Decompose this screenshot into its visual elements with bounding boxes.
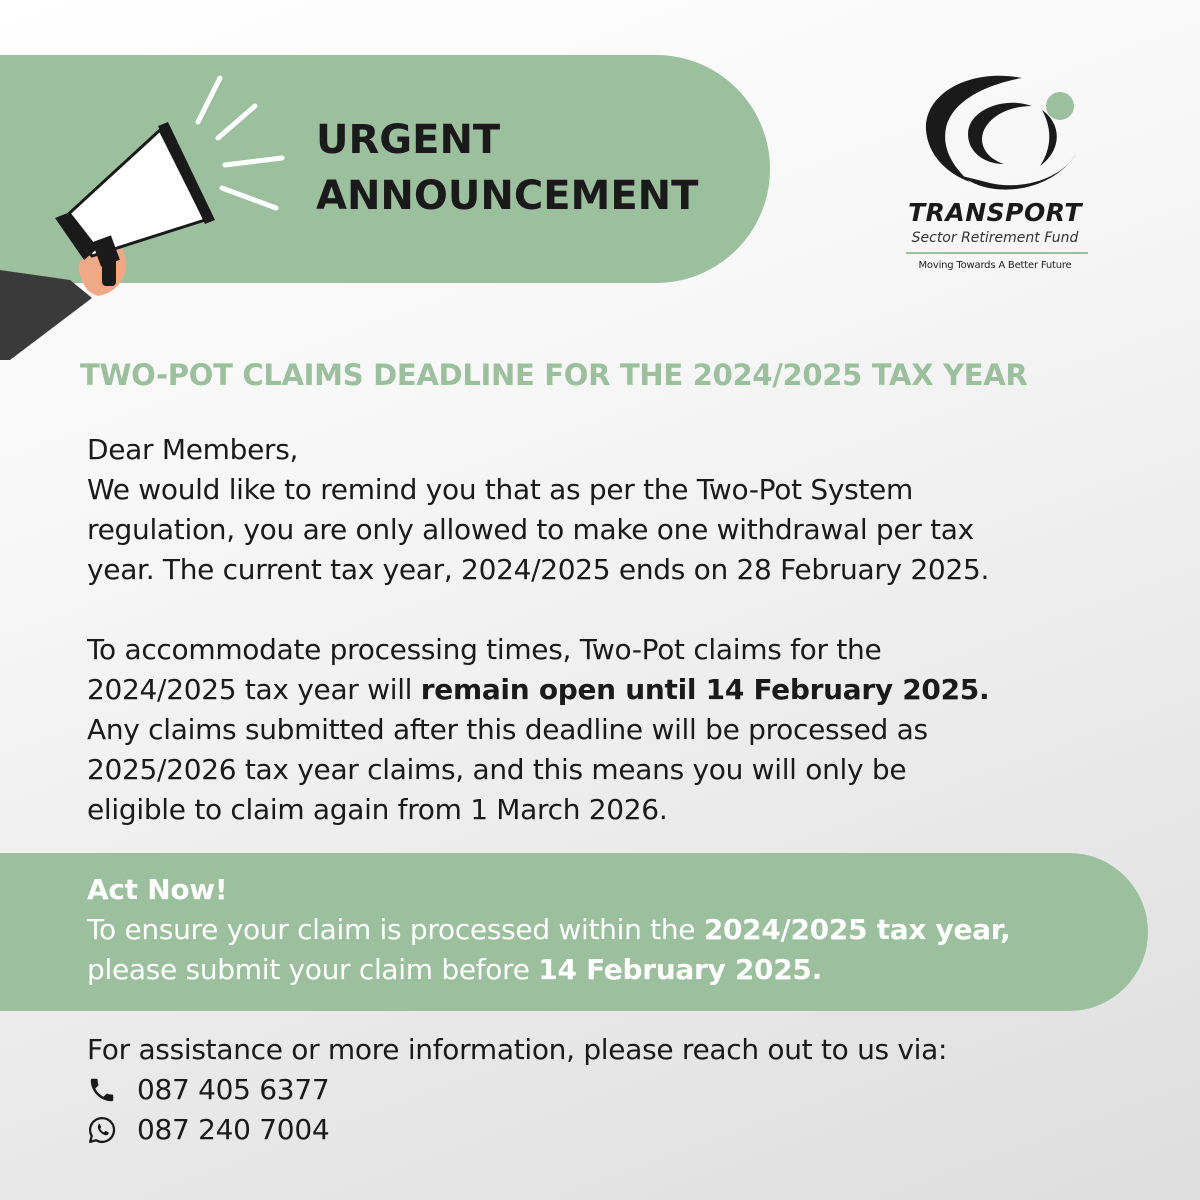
act-now-emphasis: 14 February 2025.	[538, 953, 822, 986]
paragraph-text: 2024/2025 tax year will	[87, 673, 421, 706]
fund-logo	[900, 70, 1100, 290]
paragraph-line: To accommodate processing times, Two-Pot claims for the	[87, 633, 882, 666]
act-now-heading	[87, 870, 1127, 910]
contact-section	[87, 1030, 1127, 1150]
paragraph-line	[87, 670, 1117, 710]
page-headline: TWO-POT CLAIMS DEADLINE FOR THE 2024/2025 TAX YEAR	[80, 358, 1028, 392]
act-now-line	[87, 950, 1127, 990]
banner-title-line2: ANNOUNCEMENT	[316, 173, 699, 219]
whatsapp-icon	[87, 1115, 117, 1145]
act-now-text-part: please submit your claim before	[87, 953, 539, 986]
paragraph-spacer	[87, 590, 1117, 630]
act-now-line	[87, 910, 1127, 950]
phone-number[interactable]: 087 405 6377	[137, 1073, 330, 1106]
paragraph-line: year. The current tax year, 2024/2025 ends on 28 February 2025.	[87, 553, 990, 586]
greeting: Dear Members,	[87, 433, 299, 466]
logo-divider	[906, 252, 1088, 254]
contact-whatsapp-row[interactable]	[87, 1110, 1127, 1150]
logo-subtitle: Sector Retirement Fund	[911, 230, 1079, 246]
megaphone-icon	[0, 70, 300, 370]
deadline-emphasis: remain open until 14 February 2025.	[420, 673, 990, 706]
act-now-text-part: To ensure your claim is processed within the	[87, 913, 704, 946]
act-now-text	[87, 870, 1127, 990]
contact-phone-row[interactable]	[87, 1070, 1127, 1110]
banner-title-line1: URGENT	[316, 117, 501, 163]
act-now-emphasis: 2024/2025 tax year,	[703, 913, 1011, 946]
logo-name: TRANSPORT	[908, 198, 1082, 227]
paragraph-line: regulation, you are only allowed to make one withdrawal per tax	[87, 513, 974, 546]
act-now-heading-text: Act Now!	[87, 873, 228, 906]
paragraph-line: 2025/2026 tax year claims, and this means you will only be	[87, 753, 907, 786]
contact-intro: For assistance or more information, please reach out to us via:	[87, 1033, 948, 1066]
logo-swirl-icon	[912, 70, 1082, 200]
phone-icon	[87, 1075, 117, 1105]
paragraph-line: eligible to claim again from 1 March 2026.	[87, 793, 668, 826]
logo-tagline: Moving Towards A Better Future	[918, 260, 1072, 271]
paragraph-line: We would like to remind you that as per the Two-Pot System	[87, 473, 913, 506]
message-body	[87, 430, 1117, 830]
whatsapp-number[interactable]: 087 240 7004	[137, 1113, 330, 1146]
paragraph-line: Any claims submitted after this deadline will be processed as	[87, 713, 928, 746]
banner-title	[316, 112, 698, 224]
